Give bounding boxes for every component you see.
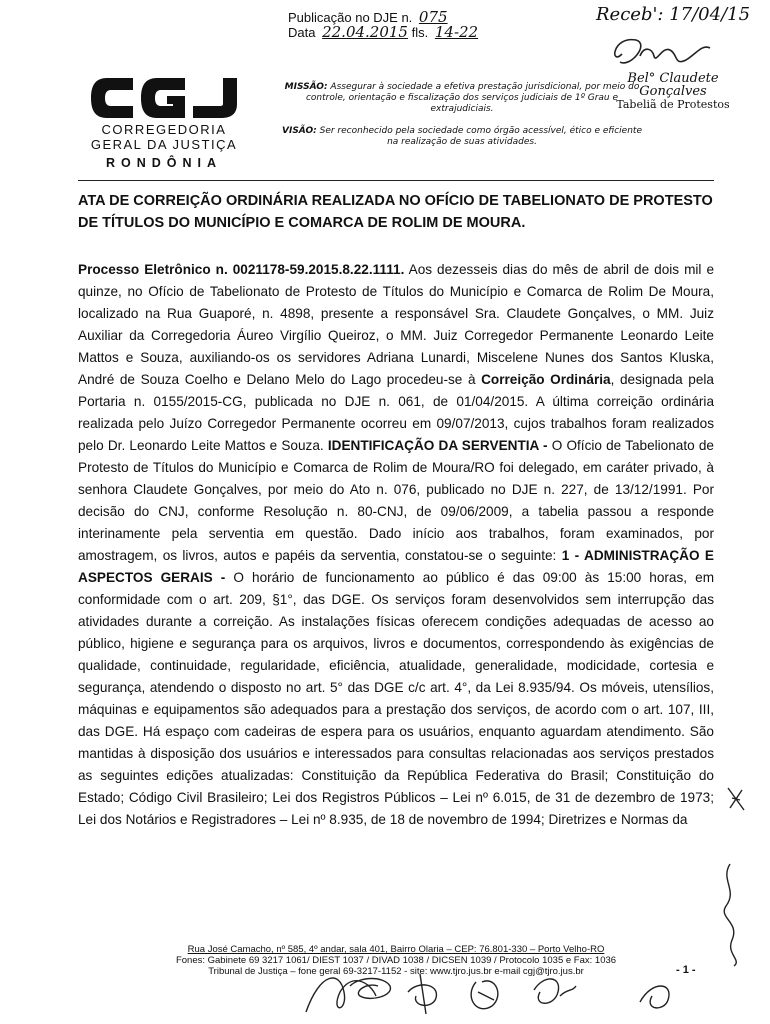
signature-top bbox=[600, 26, 720, 76]
section-1-heading: 1 - ADMINISTRAÇÃO E ASPECTOS GERAIS - bbox=[78, 548, 714, 585]
body-text-4: O horário de funcionamento ao público é das 09:00 às 15:00 horas, em conformidade com o art. 209, §1°, das DGE. Os serviços foram desenvolvidos sem interrupção das atividades durante a correição. As instalações físicas oferecem condições adequadas de acesso ao público, higiene e segurança para os arquivos, livros e documentos, correspondendo às exigências de qualidade, continuidade, regularidade, eficiência, atualidade, generalidade, modicidade, cortesia e segurança, atendendo o disposto no art. 5° das DGE c/c art. 4°, da Lei 8.935/94. Os móveis, utensílios, máquinas e equipamentos são adequados para a prestação dos serviços, de acordo com o art. 107, III, das DGE. Há espaço com cadeiras de espera para os usuários, enquanto aguardam atendimento. São mantidas à disposição dos usuários e interessados para consultas relacionadas aos serviços prestados as seguintes edições atualizadas: Constituição da República Federativa do Brasil; Constituição do Estado; Código Civil Brasileiro; Lei dos Registros Públicos – Lei nº 6.015, de 31 de dezembro de 1973; Lei dos Notários e Registradores – Lei nº 8.935, de 18 de novembro de 1994; Diretrizes e Normas da bbox=[78, 570, 715, 827]
logo-line-2: GERAL DA JUSTIÇA bbox=[90, 137, 238, 152]
footer-contact: Tribunal de Justiça – fone geral 69-3217-1152 - site: www.tjro.jus.br e-mail cgj@tjro.jus.br bbox=[208, 966, 584, 977]
footer-address: Rua José Camacho, nº 585, 4º andar, sala 401, Bairro Olaria – CEP: 76.801-330 – Porto Velho-RO bbox=[187, 944, 605, 955]
body-text-1: Aos dezesseis dias do mês de abril de dois mil e quinze, no Ofício de Tabelionato de Protesto de Títulos do Município e Comarca de Rolim De Moura, localizado na Rua Guaporé, n. 4898, presente a responsável Sra. Claudete Gonçalves, o MM. Juiz Auxiliar da Corregedoria Áureo Virgílio Queiroz, o MM. Juiz Corregedor Permanente Leonardo Leite Mattos e Souza, auxiliando-os os servidores Adriana Lunardi, Miscelene Nunes dos Santos Kluska, André de Souza Coelho e Delano Melo do Lago procedeu-se à bbox=[78, 262, 715, 387]
publication-info bbox=[288, 10, 478, 40]
mission-text: Assegurar à sociedade a efetiva prestação jurisdicional, por meio do controle, orientação e fiscalização dos serviços judiciais de 1º Grau e extrajudiciais. bbox=[305, 82, 640, 114]
received-note: Receb': 17/04/15 bbox=[596, 4, 751, 25]
publication-label: Publicação no DJE n. bbox=[288, 10, 413, 25]
logo-line-3: RONDÔNIA bbox=[105, 156, 223, 170]
identificacao-heading: IDENTIFICAÇÃO DA SERVENTIA - bbox=[327, 438, 548, 453]
cgj-logo-mark bbox=[89, 74, 239, 122]
process-number: Processo Eletrônico n. 0021178-59.2015.8.22.1111. bbox=[78, 262, 405, 277]
margin-mark bbox=[724, 784, 748, 814]
vision-statement bbox=[282, 126, 642, 148]
bottom-signatures bbox=[300, 962, 700, 1022]
body-text-2: , designada pela Portaria n. 0155/2015-CG, publicada no DJE n. 061, de 01/04/2015. A última correição ordinária realizada pelo Juízo Corregedor Permanente ocorreu em 09/07/2013, cujos trabalhos foram realizados pelo Dr. Leonardo Leite Mattos e Souza. bbox=[78, 372, 714, 453]
body-paragraph bbox=[78, 259, 714, 831]
correicao-label: Correição Ordinária bbox=[481, 372, 611, 387]
vision-label: VISÃO: bbox=[282, 126, 317, 136]
stamp-name: Bel° Claudete Gonçalves bbox=[627, 71, 719, 99]
mission-statement bbox=[282, 82, 642, 115]
stamp-role: Tabeliã de Protestos bbox=[616, 98, 730, 111]
cgj-logo bbox=[84, 74, 244, 170]
mission-label: MISSÃO: bbox=[284, 82, 328, 92]
logo-line-1: CORREGEDORIA bbox=[101, 122, 227, 137]
dje-number: 075 bbox=[418, 8, 448, 26]
footer-phones: Fones: Gabinete 69 3217 1061/ DIEST 1037 / DIVAD 1038 / DICSEN 1039 / Protocolo 1035 e Fax: 1036 bbox=[175, 955, 617, 966]
document-body bbox=[78, 259, 714, 831]
date-label: Data bbox=[288, 25, 316, 40]
publication-date: 22.04.2015 bbox=[322, 23, 408, 41]
body-text-3: O Ofício de Tabelionato de Protesto de Títulos do Município e Comarca de Rolim de Moura/RO foi delegado, em caráter privado, à senhora Claudete Gonçalves, por meio do Ato n. 076, publicado no DJE n. 227, de 13/12/1991. Por decisão do CNJ, conforme Resolução n. 80-CNJ, de 09/06/2009, a tabelia passou a responde interinamente pela serventia em questão. Dado início aos trabalhos, foram examinados, por amostragem, os livros, autos e papéis da serventia, constatou-se o seguinte: bbox=[78, 438, 714, 563]
page-number: - 1 - bbox=[676, 964, 696, 976]
header-divider bbox=[78, 180, 714, 181]
document-title: ATA DE CORREIÇÃO ORDINÁRIA REALIZADA NO OFÍCIO DE TABELIONATO DE PROTESTO DE TÍTULOS DO MUNICÍPIO E COMARCA DE ROLIM DE MOURA. bbox=[78, 193, 713, 231]
margin-signature bbox=[716, 860, 746, 970]
fls-value: 14-22 bbox=[434, 23, 479, 41]
fls-label: fls. bbox=[411, 25, 429, 40]
vision-text: Ser reconhecido pela sociedade como órgão acessível, ético e eficiente na realização de suas atividades. bbox=[319, 126, 642, 147]
